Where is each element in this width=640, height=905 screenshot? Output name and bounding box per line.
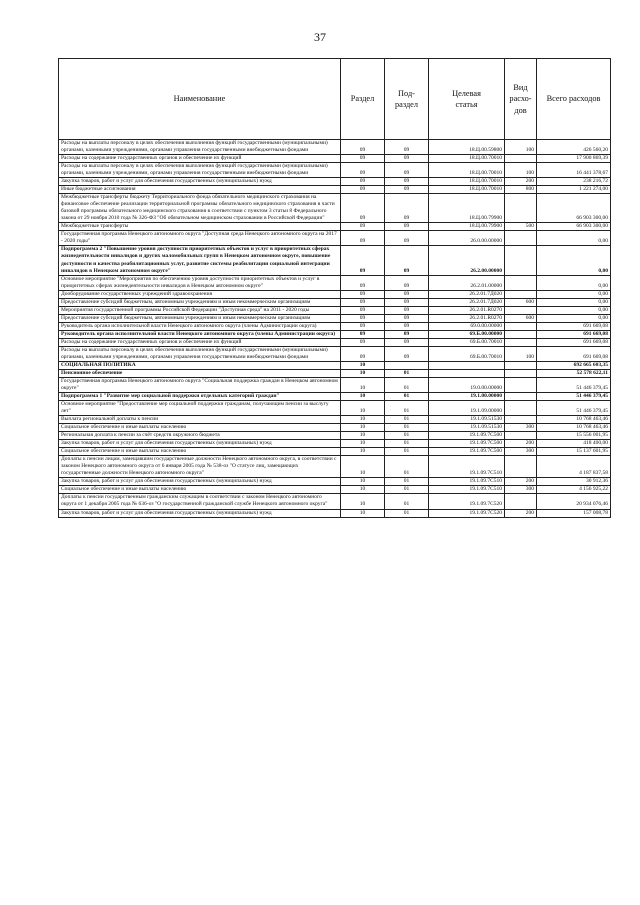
row-subsection: 09 [385,346,429,361]
row-expense-type: 600 [505,298,537,306]
row-expense-type [505,369,537,377]
table-header-row [59,59,611,140]
row-name: Доплаты к пенсии лицам, замещавшим государственные должности Ненецкого автономного округа, в соответствии с законом Ненецкого автономного округа от 6 января 2005 года № 538-оз "О статусе лиц, замещающих государственные должности Ненецкого автономного округа" [59,456,341,478]
table-row [59,178,611,186]
row-target: 19.1.00.00000 [429,393,505,401]
row-section: 09 [341,330,385,338]
table-row [59,432,611,440]
row-subsection [385,361,429,369]
row-expense-type [505,275,537,290]
row-target: 19.1.09.7С500 [429,440,505,448]
row-amount: 691 669,08 [537,346,611,361]
table-body [59,140,611,518]
row-subsection: 01 [385,509,429,517]
row-expense-type: 200 [505,478,537,486]
row-amount: 0,00 [537,306,611,314]
row-name: Расходы на содержание государственных органов и обеспечение их функций [59,338,341,346]
row-subsection: 01 [385,486,429,494]
row-expense-type: 800 [505,186,537,194]
table-row [59,163,611,178]
row-subsection: 09 [385,163,429,178]
row-expense-type: 100 [505,140,537,155]
table-row [59,440,611,448]
row-target: 19.0.00.00000 [429,377,505,392]
table-row [59,186,611,194]
row-target: 18.Ц.00.70010 [429,163,505,178]
row-name: Руководитель органа исполнительной власти Ненецкого автономного округа (члены Администрации округа) [59,330,341,338]
row-target: 19.1.09.7С520 [429,509,505,517]
row-subsection: 09 [385,186,429,194]
row-section: 10 [341,448,385,456]
row-expense-type: 100 [505,163,537,178]
row-amount: 66 903 300,00 [537,194,611,223]
row-subsection: 01 [385,432,429,440]
row-expense-type: 600 [505,314,537,322]
row-name: Дооборудование государственных учреждений здравоохранения [59,290,341,298]
row-section: 09 [341,346,385,361]
row-expense-type: 500 [505,223,537,231]
row-section: 10 [341,478,385,486]
table-row [59,314,611,322]
row-target: 18.Ц.00.70010 [429,186,505,194]
row-name: Межбюджетные трансферты [59,223,341,231]
row-expense-type [505,432,537,440]
row-target: 19.1.09.00000 [429,401,505,416]
row-subsection: 09 [385,322,429,330]
row-name: Расходы на выплаты персоналу в целях обеспечения выполнения функций государственными (муниципальными) органами, казенными учреждениями, органами управления государственными внебюджетными фондами [59,163,341,178]
header-target: Целевая статья [429,59,505,140]
row-name: Социальное обеспечение и иные выплаты населению [59,448,341,456]
row-expense-type: 200 [505,440,537,448]
row-name: Расходы на выплаты персоналу в целях обеспечения выполнения функций государственными (муниципальными) органами, казенными учреждениями, органами управления государственными внебюджетными фондами [59,346,341,361]
row-amount: 17 900 869,39 [537,155,611,163]
row-name: Государственная программа Ненецкого автономного округа "Социальная поддержка граждан в Ненецком автономном округе" [59,377,341,392]
table-row [59,223,611,231]
row-target: 18.Ц.00.79900 [429,194,505,223]
row-amount: 15 556 001,95 [537,432,611,440]
row-expense-type [505,377,537,392]
table-row [59,486,611,494]
row-section: 10 [341,456,385,478]
row-target: 19.1.09.7С500 [429,448,505,456]
row-subsection: 09 [385,223,429,231]
row-section: 09 [341,223,385,231]
row-expense-type [505,246,537,275]
row-subsection: 09 [385,246,429,275]
row-name: Мероприятия государственной программы Российской Федерации "Доступная среда" на 2011 - 2020 годы [59,306,341,314]
budget-table [58,58,611,518]
row-section: 09 [341,314,385,322]
row-expense-type [505,306,537,314]
table-row [59,194,611,223]
row-target: 26.2.01.R0270 [429,314,505,322]
row-section: 09 [341,140,385,155]
row-amount: 0,00 [537,298,611,306]
row-subsection: 01 [385,401,429,416]
row-amount: 10 768 463,46 [537,416,611,424]
row-subsection: 01 [385,456,429,478]
row-expense-type: 300 [505,424,537,432]
row-amount: 10 768 463,46 [537,424,611,432]
row-name: Расходы на выплаты персоналу в целях обеспечения выполнения функций государственными (муниципальными) органами, казенными учреждениями, органами управления государственными внебюджетными фондами [59,140,341,155]
row-expense-type [505,338,537,346]
row-section: 09 [341,194,385,223]
row-name: Основное мероприятие "Мероприятия по обеспечению уровня доступности приоритетных объектов и услуг в приоритетных сферах жизнедеятельности инвалидов в Ненецком автономном округе" [59,275,341,290]
row-name: Доплаты к пенсии государственным гражданским служащим в соответствии с законом Ненецкого автономного округа от 1 декабря 2005 года № 636-оз "О государственной гражданской службе Ненецкого автономного округа" [59,494,341,509]
row-amount: 426 560,20 [537,140,611,155]
row-expense-type: 100 [505,346,537,361]
table-row [59,231,611,246]
row-amount: 4 156 925,22 [537,486,611,494]
row-expense-type: 300 [505,486,537,494]
row-subsection: 09 [385,194,429,223]
table-row [59,361,611,369]
row-expense-type: 200 [505,178,537,186]
row-target: 26.2.01.R0270 [429,306,505,314]
row-subsection: 01 [385,478,429,486]
row-subsection: 09 [385,290,429,298]
table-row [59,322,611,330]
row-amount: 691 669,08 [537,330,611,338]
table-row [59,290,611,298]
row-section: 09 [341,231,385,246]
row-target: 19.1.09.7С510 [429,478,505,486]
header-total: Всего расходов [537,59,611,140]
row-amount: 238 216,72 [537,178,611,186]
row-name: Иные бюджетные ассигнования [59,186,341,194]
row-expense-type [505,330,537,338]
table-row [59,393,611,401]
row-subsection: 01 [385,369,429,377]
row-expense-type: 300 [505,448,537,456]
row-expense-type [505,290,537,298]
row-subsection: 09 [385,275,429,290]
table-row [59,424,611,432]
row-target [429,369,505,377]
row-section: 10 [341,494,385,509]
row-target: 69.Б.00.70010 [429,346,505,361]
table-row [59,401,611,416]
row-name: Региональная доплата к пенсии за счёт средств окружного бюджета [59,432,341,440]
row-amount: 0,00 [537,314,611,322]
row-target: 26.2.01.00000 [429,275,505,290]
row-name: Руководитель органа исполнительной власти Ненецкого автономного округа (члены Администрации округа) [59,322,341,330]
table-row [59,509,611,517]
table-row [59,456,611,478]
row-subsection: 09 [385,306,429,314]
row-amount: 66 903 300,00 [537,223,611,231]
row-name: Пенсионное обеспечение [59,369,341,377]
row-name: Социальное обеспечение и иные выплаты населению [59,486,341,494]
row-expense-type [505,322,537,330]
row-name: Межбюджетные трансферты бюджету Территориального фонда обязательного медицинского страхования на финансовое обеспечение реализации территориальной программы обязательного медицинского страхования в части базовой программы обязательного медицинского страхования в соответствии с пунктом 3 статьи 8 Федерального закона от 29 ноября 2010 года № 326-ФЗ "Об обязательном медицинском страховании в Российской Федерации" [59,194,341,223]
row-amount: 20 934 076,46 [537,494,611,509]
row-target: 18.Ц.00.70010 [429,178,505,186]
row-target: 69.Б.00.00000 [429,330,505,338]
row-target: 18.Ц.00.70010 [429,155,505,163]
row-amount: 0,00 [537,231,611,246]
row-section: 09 [341,306,385,314]
row-section: 10 [341,393,385,401]
row-section: 09 [341,155,385,163]
row-section: 09 [341,246,385,275]
row-name: Основное мероприятие "Предоставление мер социальной поддержки гражданам, получающим пенсии за выслугу лет" [59,401,341,416]
row-amount: 30 912,36 [537,478,611,486]
table-row [59,246,611,275]
row-target: 19.1.09.7С520 [429,494,505,509]
row-subsection: 09 [385,330,429,338]
row-target: 69.0.00.00000 [429,322,505,330]
row-section: 09 [341,290,385,298]
row-expense-type [505,194,537,223]
table-row [59,338,611,346]
row-amount: 4 187 837,58 [537,456,611,478]
table-row [59,448,611,456]
row-section: 09 [341,186,385,194]
row-expense-type [505,401,537,416]
row-subsection: 01 [385,424,429,432]
row-name: Закупка товаров, работ и услуг для обеспечения государственных (муниципальных) нужд [59,178,341,186]
row-subsection: 09 [385,140,429,155]
row-name: Предоставление субсидий бюджетным, автономным учреждениям и иным некоммерческим организациям [59,314,341,322]
row-name: Подпрограмма 2 "Повышение уровня доступности приоритетных объектов и услуг в приоритетных сферах жизнедеятельности инвалидов и других маломобильных групп в Ненецком автономном округе, повышение доступности и качества реабилитационных услуг, развитие системы реабилитации социальной интеграции инвалидов в Ненецком автономном округе" [59,246,341,275]
row-section: 10 [341,486,385,494]
row-section: 10 [341,509,385,517]
table-row [59,298,611,306]
row-expense-type [505,393,537,401]
row-name: Закупка товаров, работ и услуг для обеспечения государственных (муниципальных) нужд [59,478,341,486]
row-target [429,361,505,369]
row-amount: 0,00 [537,246,611,275]
row-subsection: 01 [385,416,429,424]
row-subsection: 01 [385,377,429,392]
row-name: Расходы на содержание государственных органов и обеспечение их функций [59,155,341,163]
row-name: Государственная программа Ненецкого автономного округа "Доступная среда Ненецкого автономного округа на 2017 - 2020 годы" [59,231,341,246]
row-section: 09 [341,298,385,306]
row-target: 18.Ц.00.59800 [429,140,505,155]
row-amount: 691 669,08 [537,338,611,346]
page-number: 37 [314,30,326,44]
row-subsection: 09 [385,314,429,322]
row-name: СОЦИАЛЬНАЯ ПОЛИТИКА [59,361,341,369]
row-expense-type: 200 [505,509,537,517]
row-target: 26.2.00.00000 [429,246,505,275]
row-section: 09 [341,322,385,330]
row-target: 26.2.01.7Д020 [429,298,505,306]
header-name: Наименование [59,59,341,140]
row-amount: 157 008,78 [537,509,611,517]
table-row [59,369,611,377]
row-name: Выплата региональной доплаты к пенсии [59,416,341,424]
table-row [59,416,611,424]
row-amount: 15 137 601,95 [537,448,611,456]
table-row [59,155,611,163]
table-row [59,140,611,155]
row-expense-type [505,155,537,163]
row-expense-type [505,231,537,246]
row-expense-type [505,456,537,478]
row-name: Подпрограмма 1 "Развитие мер социальной поддержки отдельных категорий граждан" [59,393,341,401]
header-subsection: Под- раздел [385,59,429,140]
row-section: 10 [341,401,385,416]
row-amount: 51 446 379,45 [537,393,611,401]
row-section: 09 [341,338,385,346]
row-name: Закупка товаров, работ и услуг для обеспечения государственных (муниципальных) нужд [59,440,341,448]
row-section: 10 [341,416,385,424]
row-expense-type [505,494,537,509]
row-target: 19.1.09.51530 [429,424,505,432]
row-target: 19.1.09.7С510 [429,486,505,494]
row-amount: 692 665 603,35 [537,361,611,369]
row-target: 69.Б.00.70010 [429,338,505,346]
row-section: 10 [341,440,385,448]
row-name: Предоставление субсидий бюджетным, автономным учреждениям и иным некоммерческим организациям [59,298,341,306]
row-subsection: 09 [385,338,429,346]
row-amount: 1 221 274,00 [537,186,611,194]
row-subsection: 09 [385,231,429,246]
row-amount: 51 446 379,45 [537,401,611,416]
row-section: 10 [341,361,385,369]
row-subsection: 01 [385,440,429,448]
table-row [59,346,611,361]
row-subsection: 01 [385,494,429,509]
header-section: Раздел [341,59,385,140]
row-section: 09 [341,178,385,186]
row-target: 19.1.09.7С500 [429,432,505,440]
table-row [59,377,611,392]
row-target: 19.1.09.7С510 [429,456,505,478]
row-amount: 418 400,00 [537,440,611,448]
row-section: 09 [341,275,385,290]
row-subsection: 01 [385,448,429,456]
row-target: 18.Ц.00.79900 [429,223,505,231]
row-subsection: 09 [385,178,429,186]
row-amount: 16 441 378,67 [537,163,611,178]
row-section: 10 [341,424,385,432]
row-amount: 51 446 379,45 [537,377,611,392]
row-subsection: 01 [385,393,429,401]
row-name: Социальное обеспечение и иные выплаты населению [59,424,341,432]
row-section: 10 [341,369,385,377]
row-target: 26.2.01.7Д020 [429,290,505,298]
row-amount: 0,00 [537,290,611,298]
row-section: 10 [341,432,385,440]
row-name: Закупка товаров, работ и услуг для обеспечения государственных (муниципальных) нужд [59,509,341,517]
row-section: 10 [341,377,385,392]
row-expense-type [505,416,537,424]
table-row [59,275,611,290]
row-amount: 691 669,08 [537,322,611,330]
row-section: 09 [341,163,385,178]
table-row [59,306,611,314]
table-row [59,494,611,509]
row-subsection: 09 [385,298,429,306]
row-target: 26.0.00.00000 [429,231,505,246]
row-subsection: 09 [385,155,429,163]
row-amount: 52 578 622,11 [537,369,611,377]
table-row [59,330,611,338]
table-row [59,478,611,486]
row-target: 19.1.09.51530 [429,416,505,424]
row-expense-type [505,361,537,369]
row-amount: 0,00 [537,275,611,290]
header-expense-type: Вид расхо- дов [505,59,537,140]
